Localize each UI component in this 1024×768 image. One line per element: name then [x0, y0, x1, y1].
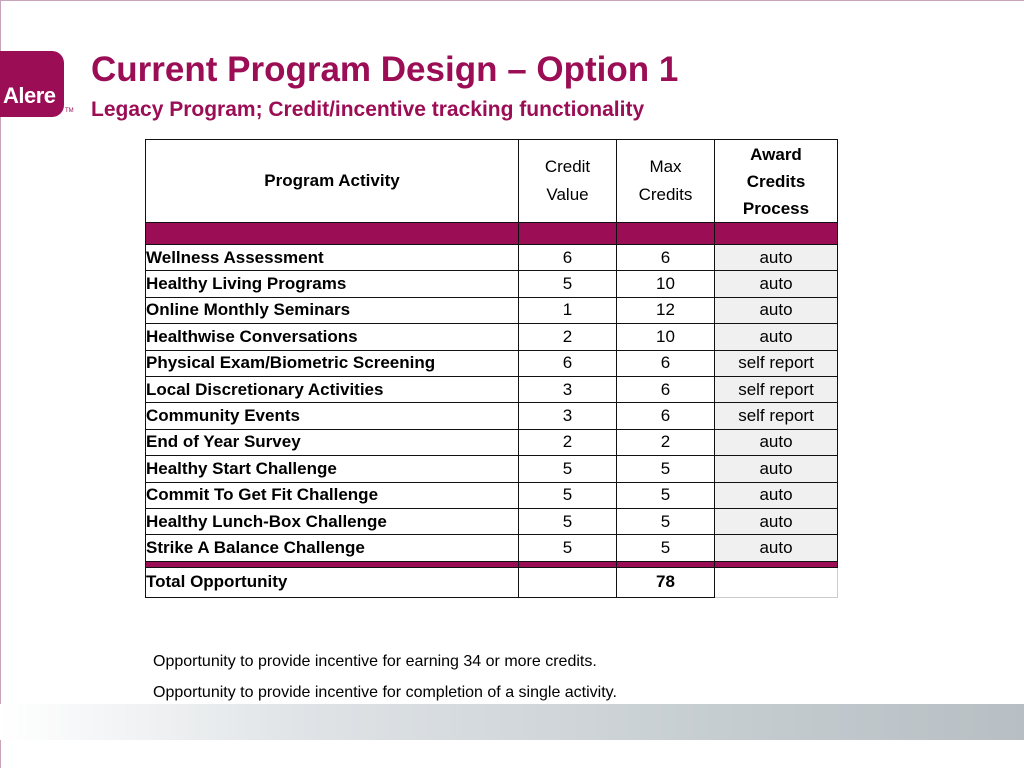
logo-trademark: TM [65, 108, 74, 114]
max-credits: 5 [617, 456, 715, 482]
activity-name: Healthy Start Challenge [146, 456, 519, 482]
header-award-line2: Credits [746, 171, 806, 191]
award-process: auto [715, 297, 838, 323]
header-award-credits-process [715, 140, 838, 223]
table-row [146, 403, 838, 429]
activity-name: Local Discretionary Activities [146, 376, 519, 402]
slide-border-top [0, 0, 1024, 1]
header-max-credits [617, 140, 715, 223]
footer-gradient-band [0, 704, 1024, 740]
credit-value: 6 [519, 350, 617, 376]
max-credits: 5 [617, 508, 715, 534]
award-process: auto [715, 324, 838, 350]
credit-value: 3 [519, 403, 617, 429]
max-credits: 5 [617, 535, 715, 561]
credit-value: 2 [519, 324, 617, 350]
header-max-credits-line1: Max [649, 157, 682, 176]
activity-name: Healthwise Conversations [146, 324, 519, 350]
credit-value: 5 [519, 508, 617, 534]
header-max-credits-line2: Credits [638, 185, 693, 204]
table-row [146, 456, 838, 482]
award-process: auto [715, 508, 838, 534]
table-row [146, 508, 838, 534]
award-process: auto [715, 482, 838, 508]
award-process: auto [715, 535, 838, 561]
credit-value: 2 [519, 429, 617, 455]
credit-value: 5 [519, 482, 617, 508]
max-credits: 6 [617, 376, 715, 402]
logo-text: Alere [3, 83, 56, 108]
note-earning-threshold: Opportunity to provide incentive for earning 34 or more credits. [153, 653, 597, 670]
credit-value: 6 [519, 245, 617, 271]
table-row [146, 245, 838, 271]
table-row [146, 535, 838, 561]
header-credit-value-line1: Credit [544, 157, 591, 176]
slide-title: Current Program Design – Option 1 [91, 50, 679, 89]
table-row [146, 429, 838, 455]
total-label: Total Opportunity [146, 567, 519, 597]
activity-name: End of Year Survey [146, 429, 519, 455]
total-credit-value [519, 567, 617, 597]
max-credits: 5 [617, 482, 715, 508]
table-row [146, 324, 838, 350]
award-process: self report [715, 350, 838, 376]
award-process: auto [715, 271, 838, 297]
header-award-line3: Process [742, 198, 810, 218]
activity-name: Physical Exam/Biometric Screening [146, 350, 519, 376]
max-credits: 6 [617, 245, 715, 271]
award-process: auto [715, 429, 838, 455]
activity-name: Online Monthly Seminars [146, 297, 519, 323]
credit-value: 1 [519, 297, 617, 323]
credit-value: 5 [519, 271, 617, 297]
table-header-row [146, 140, 838, 223]
award-process: self report [715, 403, 838, 429]
header-credit-value-line2: Value [546, 185, 589, 204]
table-row [146, 350, 838, 376]
total-row [146, 567, 838, 597]
award-process: auto [715, 456, 838, 482]
max-credits: 12 [617, 297, 715, 323]
max-credits: 2 [617, 429, 715, 455]
activity-name: Commit To Get Fit Challenge [146, 482, 519, 508]
activity-name: Community Events [146, 403, 519, 429]
activity-name: Strike A Balance Challenge [146, 535, 519, 561]
credit-value: 3 [519, 376, 617, 402]
header-award-line1: Award [750, 144, 802, 164]
table-row [146, 271, 838, 297]
program-credits-table [145, 139, 838, 598]
activity-name: Wellness Assessment [146, 245, 519, 271]
header-program-activity: Program Activity [146, 140, 519, 223]
activity-name: Healthy Lunch-Box Challenge [146, 508, 519, 534]
table-row [146, 482, 838, 508]
credit-value: 5 [519, 535, 617, 561]
table-row [146, 297, 838, 323]
max-credits: 6 [617, 350, 715, 376]
total-award-process [715, 567, 838, 597]
max-credits: 10 [617, 324, 715, 350]
total-max-credits: 78 [617, 567, 715, 597]
table-row [146, 376, 838, 402]
credit-value: 5 [519, 456, 617, 482]
note-single-activity: Opportunity to provide incentive for completion of a single activity. [153, 684, 617, 701]
max-credits: 10 [617, 271, 715, 297]
award-process: auto [715, 245, 838, 271]
activity-name: Healthy Living Programs [146, 271, 519, 297]
slide-subtitle: Legacy Program; Credit/incentive tracking functionality [91, 98, 645, 121]
award-process: self report [715, 376, 838, 402]
section-divider-band [146, 223, 838, 245]
header-credit-value [519, 140, 617, 223]
max-credits: 6 [617, 403, 715, 429]
